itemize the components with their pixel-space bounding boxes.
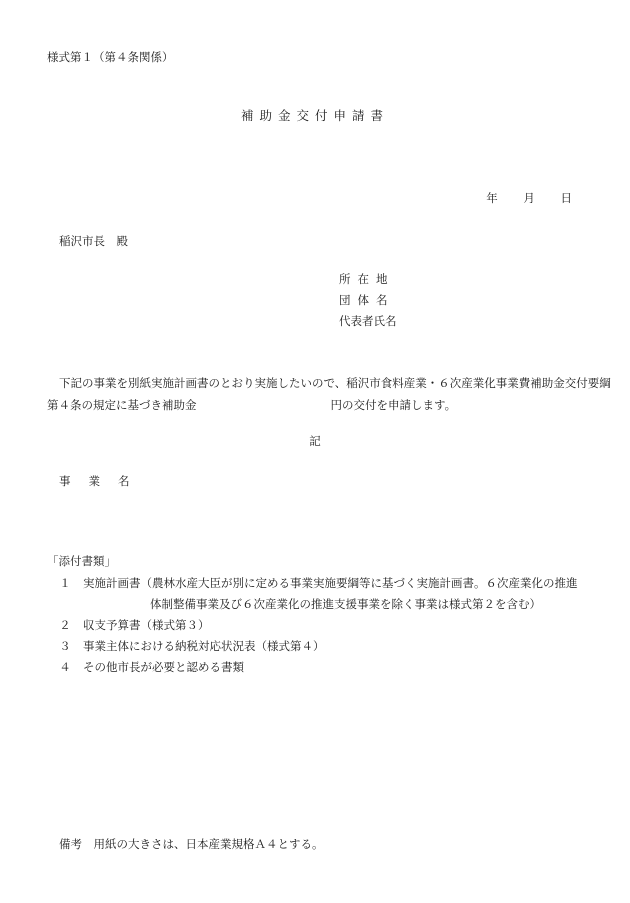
attachment-number: ２ [59,618,71,632]
document-title: 補助金交付申請書 [240,108,389,123]
date-day: 日 [560,191,572,205]
date-line [464,190,572,207]
attachment-item [47,575,578,592]
attachment-number: １ [59,576,71,590]
attachment-item [47,659,244,676]
applicant-representative-label: 代表者氏名 [339,314,397,328]
attachment-number: ３ [59,639,71,653]
remark-note: 備考 用紙の大きさは、日本産業規格Ａ４とする。 [59,837,324,851]
attachment-item-continuation: 体制整備事業及び６次産業化の推進支援事業を除く事業は様式第２を含む） [150,597,541,611]
applicant-group-label: 団体名 [339,293,395,307]
attachment-text: 収支予算書（様式第３） [83,618,210,632]
ki-heading: 記 [309,434,321,448]
attachments-heading: 「添付書類」 [47,554,116,568]
body-before-amount: 下記の事業を別紙実施計画書のとおり実施したいので、稲沢市食料産業・６次産業化事業費補助金交付要綱第４条の規定に基づき補助金 [47,376,611,412]
attachment-text: 実施計画書（農林水産大臣が別に定める事業実施要綱等に基づく実施計画書。６次産業化の推進 [83,576,578,590]
application-body [47,372,617,416]
applicant-block [339,271,397,334]
form-number: 様式第１（第４条関係） [47,50,174,64]
addressee: 稲沢市長 殿 [59,234,128,248]
date-month: 月 [523,191,535,205]
date-year: 年 [486,191,498,205]
project-name-label: 事業名 [59,474,148,488]
attachment-item [47,617,210,634]
applicant-address-label: 所在地 [339,272,395,286]
attachment-number: ４ [59,660,71,674]
attachment-text: その他市長が必要と認める書類 [83,660,244,674]
attachment-item [47,638,325,655]
body-after-amount: 円の交付を申請します。 [330,398,457,412]
attachment-text: 事業主体における納税対応状況表（様式第４） [83,639,325,653]
